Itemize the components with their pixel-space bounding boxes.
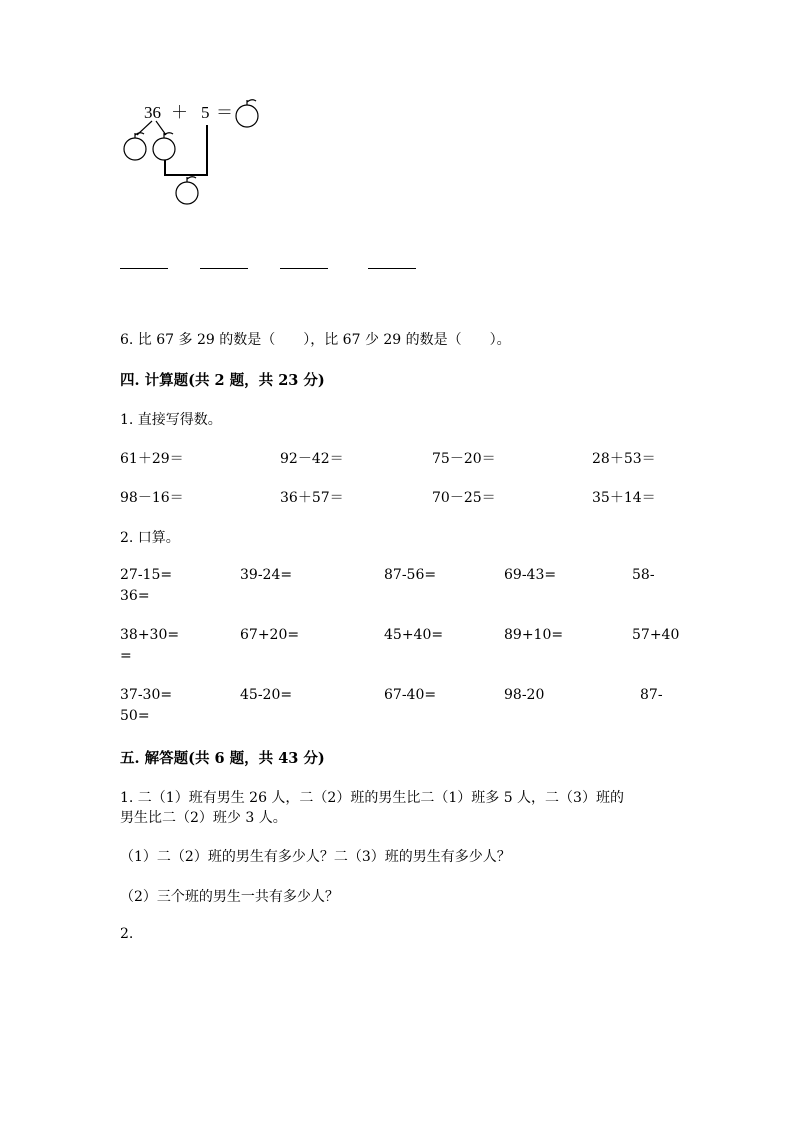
calc-item: 36＋57＝ — [280, 490, 344, 506]
oral-calc-item: 37-30= — [120, 687, 173, 703]
section-4-q1-title: 1. 直接写得数。 — [120, 412, 222, 428]
diagram-number-5: 5 — [201, 103, 210, 122]
oral-calc-item: 87-56= — [384, 567, 437, 583]
section-5-q1-line1: 1. 二（1）班有男生 26 人，二（2）班的男生比二（1）班多 5 人，二（3）班的 — [120, 790, 624, 806]
calc-item: 92－42＝ — [280, 451, 344, 467]
answer-blank-1[interactable] — [120, 268, 168, 269]
oral-calc-item: 89+10= — [504, 627, 564, 643]
diagram-equals-sign: ＝ — [216, 103, 233, 122]
answer-blank-2[interactable] — [200, 268, 248, 269]
oral-calc-item: 57+40 — [632, 627, 680, 643]
section-5-q1-sub2: （2）三个班的男生一共有多少人？ — [120, 889, 339, 905]
answer-blank-4[interactable] — [368, 268, 416, 269]
oral-calc-item: 58- — [632, 567, 655, 583]
section-5-title: 五. 解答题(共 6 题，共 43 分) — [120, 750, 325, 767]
section-4-title: 四. 计算题(共 2 题，共 23 分) — [120, 372, 325, 389]
oral-calc-item-wrap: = — [120, 648, 132, 664]
oral-calc-item: 69-43= — [504, 567, 557, 583]
ones-apple-icon — [153, 133, 175, 160]
apple-decomposition-diagram — [115, 95, 275, 210]
oral-calc-item: 98-20 — [504, 687, 545, 703]
oral-calc-item-wrap: 36= — [120, 588, 150, 604]
split-line-right — [156, 121, 166, 135]
calc-item: 61＋29＝ — [120, 451, 184, 467]
oral-calc-item: 38+30= — [120, 627, 180, 643]
answer-blank-3[interactable] — [280, 268, 328, 269]
section-5-q1-sub1: （1）二（2）班的男生有多少人？二（3）班的男生有多少人？ — [120, 849, 511, 865]
section-5-q2-label: 2. — [120, 926, 134, 942]
oral-calc-item-wrap: 50= — [120, 708, 150, 724]
sum-apple-icon — [176, 177, 198, 204]
diagram-number-36: 36 — [144, 103, 161, 122]
section-4-q2-title: 2. 口算。 — [120, 530, 180, 546]
diagram-plus-sign: ＋ — [171, 103, 188, 122]
oral-calc-item: 45+40= — [384, 627, 444, 643]
oral-calc-item: 67+20= — [240, 627, 300, 643]
calc-item: 98－16＝ — [120, 490, 184, 506]
calc-item: 70－25＝ — [432, 490, 496, 506]
tens-apple-icon — [124, 133, 146, 160]
oral-calc-item: 45-20= — [240, 687, 293, 703]
oral-calc-item: 27-15= — [120, 567, 173, 583]
oral-calc-item: 87- — [640, 687, 663, 703]
calc-item: 75－20＝ — [432, 451, 496, 467]
calc-item: 35＋14＝ — [592, 490, 656, 506]
oral-calc-item: 39-24= — [240, 567, 293, 583]
calc-item: 28＋53＝ — [592, 451, 656, 467]
oral-calc-item: 67-40= — [384, 687, 437, 703]
diagram-svg — [115, 95, 275, 210]
question-6: 6. 比 67 多 29 的数是（ ），比 67 少 29 的数是（ ）。 — [120, 332, 511, 348]
section-5-q1-line2: 男生比二（2）班少 3 人。 — [120, 810, 287, 826]
answer-apple-icon — [236, 100, 258, 127]
